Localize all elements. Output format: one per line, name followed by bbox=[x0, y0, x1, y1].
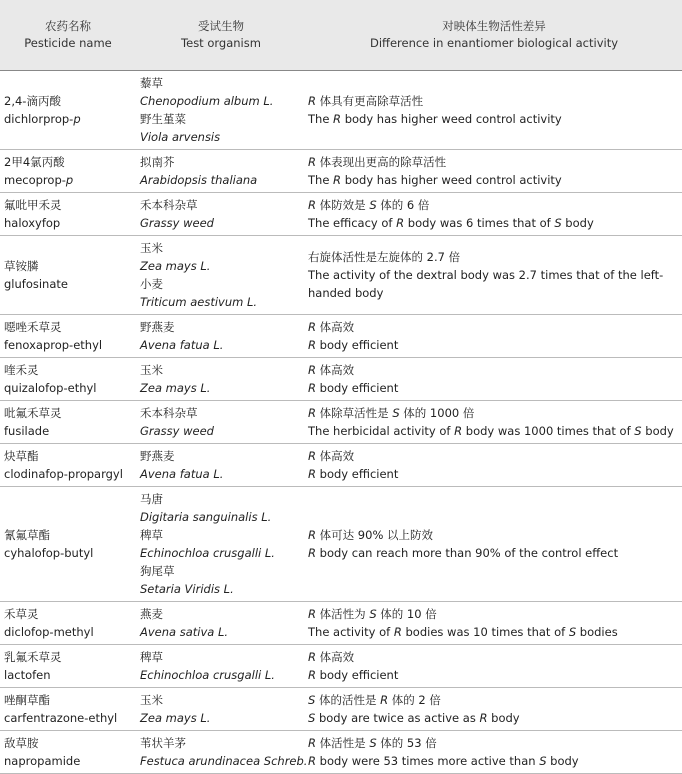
activity-en: R body were 53 times more active than S body bbox=[308, 754, 579, 768]
activity-en: R body efficient bbox=[308, 338, 399, 352]
organism-name-cn: 玉米 bbox=[140, 241, 163, 255]
activity-en: S body are twice as active as R body bbox=[308, 711, 520, 725]
organism-name-cn: 马唐 bbox=[140, 492, 163, 506]
test-organism-cell bbox=[136, 602, 306, 645]
header-pesticide-name bbox=[0, 0, 136, 71]
organism-name-cn: 野燕麦 bbox=[140, 449, 175, 463]
pesticide-name-en: cyhalofop-butyl bbox=[4, 546, 94, 560]
activity-difference-cell bbox=[306, 444, 682, 487]
organism-name-cn: 野燕麦 bbox=[140, 320, 175, 334]
pesticide-name-en: lactofen bbox=[4, 668, 51, 682]
organism-name-cn: 狗尾草 bbox=[140, 564, 175, 578]
table-row bbox=[0, 487, 682, 602]
pesticide-name-cn: 2甲4氯丙酸 bbox=[4, 155, 65, 169]
pesticide-name-cn: 炔草酯 bbox=[4, 449, 39, 463]
activity-difference-cell bbox=[306, 315, 682, 358]
table-row bbox=[0, 444, 682, 487]
test-organism-cell bbox=[136, 236, 306, 315]
pesticide-name-cell bbox=[0, 731, 136, 774]
organism-name-latin: Grassy weed bbox=[140, 424, 214, 438]
organism-name-cn: 野生堇菜 bbox=[140, 112, 186, 126]
activity-cn: 右旋体活性是左旋体的 2.7 倍 bbox=[308, 250, 461, 264]
test-organism-cell bbox=[136, 193, 306, 236]
table-row bbox=[0, 315, 682, 358]
table-row bbox=[0, 71, 682, 150]
test-organism-cell bbox=[136, 487, 306, 602]
test-organism-cell bbox=[136, 645, 306, 688]
header-pesticide-cn: 农药名称 bbox=[45, 19, 91, 33]
organism-name-latin: Avena fatua L. bbox=[140, 338, 224, 352]
activity-difference-cell bbox=[306, 150, 682, 193]
pesticide-name-en: diclofop-methyl bbox=[4, 625, 94, 639]
organism-name-latin: Viola arvensis bbox=[140, 130, 221, 144]
table-header-row bbox=[0, 0, 682, 71]
activity-difference-cell bbox=[306, 487, 682, 602]
activity-difference-cell bbox=[306, 731, 682, 774]
organism-name-cn: 稗草 bbox=[140, 650, 163, 664]
pesticide-name-cn: 氰氟草酯 bbox=[4, 528, 50, 542]
pesticide-name-cell bbox=[0, 602, 136, 645]
pesticide-name-cell bbox=[0, 71, 136, 150]
pesticide-name-en: napropamide bbox=[4, 754, 81, 768]
test-organism-cell bbox=[136, 731, 306, 774]
pesticide-name-cell bbox=[0, 645, 136, 688]
test-organism-cell bbox=[136, 688, 306, 731]
pesticide-name-en: fusilade bbox=[4, 424, 50, 438]
table-row bbox=[0, 602, 682, 645]
activity-en: The herbicidal activity of R body was 1000 times that of S body bbox=[308, 424, 674, 438]
organism-name-latin: Arabidopsis thaliana bbox=[140, 173, 258, 187]
organism-name-cn: 燕麦 bbox=[140, 607, 163, 621]
test-organism-cell bbox=[136, 315, 306, 358]
organism-name-latin: Chenopodium album L. bbox=[140, 94, 274, 108]
activity-cn: R 体表现出更高的除草活性 bbox=[308, 155, 447, 169]
activity-en: The activity of the dextral body was 2.7 times that of the left-handed body bbox=[308, 268, 664, 300]
header-test-organism bbox=[136, 0, 306, 71]
pesticide-name-cell bbox=[0, 150, 136, 193]
organism-name-cn: 小麦 bbox=[140, 277, 163, 291]
activity-cn: S 体的活性是 R 体的 2 倍 bbox=[308, 693, 441, 707]
pesticide-name-cn: 敌草胺 bbox=[4, 736, 39, 750]
pesticide-name-cell bbox=[0, 487, 136, 602]
header-activity-en: Difference in enantiomer biological activity bbox=[369, 36, 619, 50]
activity-difference-cell bbox=[306, 688, 682, 731]
organism-name-latin: Zea mays L. bbox=[140, 381, 211, 395]
activity-cn: R 体高效 bbox=[308, 363, 355, 377]
organism-name-latin: Avena sativa L. bbox=[140, 625, 229, 639]
test-organism-cell bbox=[136, 444, 306, 487]
activity-cn: R 体活性是 S 体的 53 倍 bbox=[308, 736, 437, 750]
activity-en: R body efficient bbox=[308, 668, 399, 682]
activity-difference-cell bbox=[306, 645, 682, 688]
pesticide-name-en: fenoxaprop-ethyl bbox=[4, 338, 103, 352]
table-row bbox=[0, 358, 682, 401]
table-row bbox=[0, 150, 682, 193]
pesticide-name-en: haloxyfop bbox=[4, 216, 61, 230]
activity-en: R body efficient bbox=[308, 467, 399, 481]
header-organism-en: Test organism bbox=[181, 36, 261, 50]
table-body bbox=[0, 71, 682, 774]
organism-name-latin: Avena fatua L. bbox=[140, 467, 224, 481]
activity-en: R body can reach more than 90% of the control effect bbox=[308, 546, 619, 560]
pesticide-name-cell bbox=[0, 444, 136, 487]
activity-difference-cell bbox=[306, 358, 682, 401]
organism-name-cn: 玉米 bbox=[140, 363, 163, 377]
pesticide-name-cell bbox=[0, 358, 136, 401]
header-activity-difference bbox=[306, 0, 682, 71]
header-activity-cn: 对映体生物活性差异 bbox=[442, 19, 546, 33]
organism-name-latin: Echinochloa crusgalli L. bbox=[140, 546, 275, 560]
organism-name-cn: 藜草 bbox=[140, 76, 163, 90]
organism-name-cn: 稗草 bbox=[140, 528, 163, 542]
table-row bbox=[0, 193, 682, 236]
pesticide-name-cn: 氟吡甲禾灵 bbox=[4, 198, 62, 212]
test-organism-cell bbox=[136, 71, 306, 150]
pesticide-name-cell bbox=[0, 688, 136, 731]
table-row bbox=[0, 645, 682, 688]
pesticide-name-en: carfentrazone-ethyl bbox=[4, 711, 118, 725]
organism-name-latin: Digitaria sanguinalis L. bbox=[140, 510, 272, 524]
activity-en: The activity of R bodies was 10 times that of S bodies bbox=[308, 625, 618, 639]
activity-en: The R body has higher weed control activity bbox=[308, 112, 562, 126]
organism-name-cn: 禾本科杂草 bbox=[140, 198, 198, 212]
activity-cn: R 体除草活性是 S 体的 1000 倍 bbox=[308, 406, 475, 420]
organism-name-cn: 拟南芥 bbox=[140, 155, 175, 169]
activity-cn: R 体高效 bbox=[308, 320, 355, 334]
pesticide-name-cn: 禾草灵 bbox=[4, 607, 39, 621]
pesticide-name-cn: 草铵膦 bbox=[4, 259, 39, 273]
activity-cn: R 体具有更高除草活性 bbox=[308, 94, 424, 108]
organism-name-cn: 玉米 bbox=[140, 693, 163, 707]
activity-difference-cell bbox=[306, 401, 682, 444]
activity-cn: R 体防效是 S 体的 6 倍 bbox=[308, 198, 430, 212]
pesticide-name-en: clodinafop-propargyl bbox=[4, 467, 123, 481]
activity-en: The R body has higher weed control activity bbox=[308, 173, 562, 187]
activity-cn: R 体高效 bbox=[308, 449, 355, 463]
pesticide-name-cn: 2,4-滴丙酸 bbox=[4, 94, 61, 108]
test-organism-cell bbox=[136, 358, 306, 401]
pesticide-name-cn: 噁唑禾草灵 bbox=[4, 320, 62, 334]
table-row bbox=[0, 688, 682, 731]
activity-en: R body efficient bbox=[308, 381, 399, 395]
organism-name-latin: Setaria Viridis L. bbox=[140, 582, 234, 596]
activity-difference-cell bbox=[306, 602, 682, 645]
pesticide-name-cn: 吡氟禾草灵 bbox=[4, 406, 62, 420]
activity-difference-cell bbox=[306, 236, 682, 315]
organism-name-latin: Triticum aestivum L. bbox=[140, 295, 258, 309]
pesticide-name-cell bbox=[0, 236, 136, 315]
pesticide-name-cn: 乳氟禾草灵 bbox=[4, 650, 62, 664]
organism-name-latin: Zea mays L. bbox=[140, 259, 211, 273]
pesticide-name-cn: 唑酮草酯 bbox=[4, 693, 50, 707]
pesticide-name-en: quizalofop-ethyl bbox=[4, 381, 97, 395]
activity-cn: R 体可达 90% 以上防效 bbox=[308, 528, 434, 542]
pesticide-name-cell bbox=[0, 401, 136, 444]
organism-name-latin: Festuca arundinacea Schreb. bbox=[140, 754, 308, 768]
organism-name-cn: 禾本科杂草 bbox=[140, 406, 198, 420]
activity-cn: R 体活性为 S 体的 10 倍 bbox=[308, 607, 437, 621]
activity-difference-cell bbox=[306, 71, 682, 150]
pesticide-name-cn: 喹禾灵 bbox=[4, 363, 39, 377]
organism-name-latin: Grassy weed bbox=[140, 216, 214, 230]
activity-en: The efficacy of R body was 6 times that of S body bbox=[308, 216, 594, 230]
pesticide-name-cell bbox=[0, 193, 136, 236]
pesticide-name-cell bbox=[0, 315, 136, 358]
table-row bbox=[0, 731, 682, 774]
header-pesticide-en: Pesticide name bbox=[24, 36, 112, 50]
pesticide-name-en: mecoprop-p bbox=[4, 173, 74, 187]
test-organism-cell bbox=[136, 401, 306, 444]
organism-name-latin: Zea mays L. bbox=[140, 711, 211, 725]
table-row bbox=[0, 401, 682, 444]
organism-name-latin: Echinochloa crusgalli L. bbox=[140, 668, 275, 682]
activity-cn: R 体高效 bbox=[308, 650, 355, 664]
pesticide-name-en: glufosinate bbox=[4, 277, 68, 291]
activity-difference-cell bbox=[306, 193, 682, 236]
organism-name-cn: 苇状羊茅 bbox=[140, 736, 186, 750]
test-organism-cell bbox=[136, 150, 306, 193]
pesticide-name-en: dichlorprop-p bbox=[4, 112, 81, 126]
header-organism-cn: 受试生物 bbox=[198, 19, 244, 33]
table-row bbox=[0, 236, 682, 315]
